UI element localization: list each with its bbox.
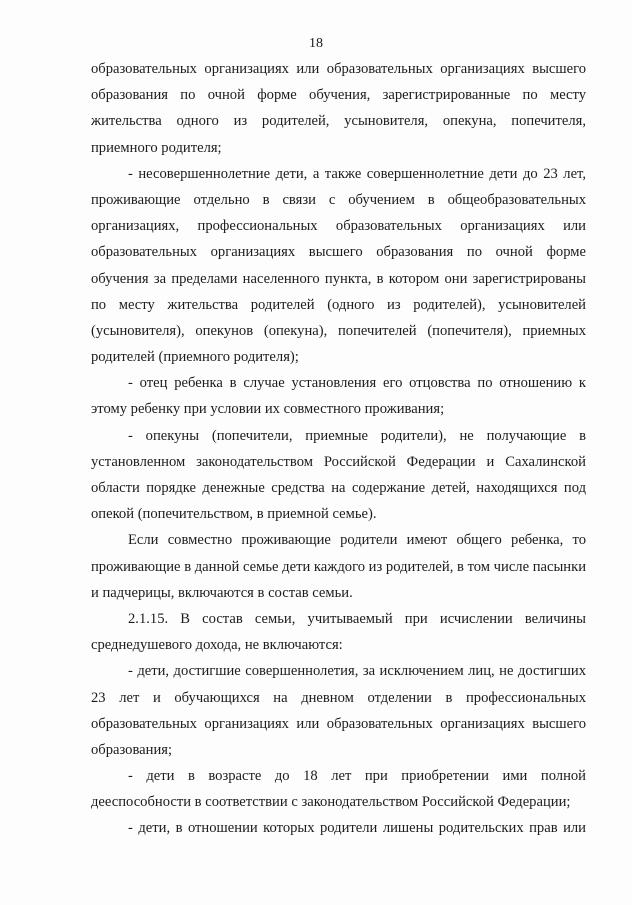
text-line: (усыновителя), опекунов (опекуна), попечителей (попечителя), приемных (91, 322, 586, 339)
document-body (91, 56, 586, 842)
text-line: - дети в возрасте до 18 лет при приобретении ими полной (128, 768, 586, 785)
text-line: Если совместно проживающие родители имеют общего ребенка, то (128, 532, 586, 549)
text-line: области порядке денежные средства на содержание детей, находящихся под (91, 480, 586, 496)
text-line: проживающие в данной семье дети каждого из родителей, в том числе пасынки (91, 558, 586, 575)
text-line: жительства одного из родителей, усыновителя, опекуна, попечителя, (91, 113, 586, 130)
text-line: дееспособности в соответствии с законодательством Российской Федерации; (91, 794, 571, 811)
text-line: этому ребенку при условии их совместного проживания; (91, 401, 445, 418)
text-line: образования по очной форме обучения, зарегистрированные по месту (91, 87, 586, 104)
text-line: - опекуны (попечители, приемные родители), не получающие в (128, 427, 586, 444)
text-line: 2.1.15. В состав семьи, учитываемый при исчислении величины (128, 610, 586, 627)
text-line: образовательных организациях или образовательных организациях высшего (91, 61, 586, 77)
text-line: родителей (приемного родителя); (91, 349, 299, 366)
text-line: образования; (91, 741, 173, 758)
text-line: образовательных организациях высшего образования по очной форме (91, 244, 586, 261)
text-line: образовательных организациях или образовательных организациях высшего (91, 715, 586, 732)
text-line: - дети, достигшие совершеннолетия, за исключением лиц, не достигших (128, 663, 586, 680)
text-line: среднедушевого дохода, не включаются: (91, 637, 343, 654)
text-line: - дети, в отношении которых родители лишены родительских прав или (128, 820, 586, 837)
text-line: опекой (попечительством, в приемной семье). (91, 506, 377, 523)
text-line: обучения за пределами населенного пункта, в котором они зарегистрированы (91, 270, 586, 287)
text-line: 23 лет и обучающихся на дневном отделении в профессиональных (91, 689, 586, 706)
text-line: организациях, профессиональных образовательных организациях или (91, 218, 586, 235)
text-line: проживающие отдельно в связи с обучением в общеобразовательных (91, 191, 586, 208)
text-line: по месту жительства родителей (одного из родителей), усыновителей (91, 296, 586, 313)
text-line: - отец ребенка в случае установления его отцовства по отношению к (128, 375, 586, 392)
text-line: приемного родителя; (91, 139, 222, 156)
text-line: установленном законодательством Российской Федерации и Сахалинской (91, 453, 586, 470)
text-line: - несовершеннолетние дети, а также совершеннолетние дети до 23 лет, (128, 165, 586, 182)
text-line: и падчерицы, включаются в состав семьи. (91, 584, 353, 601)
page-number: 18 (309, 36, 323, 51)
